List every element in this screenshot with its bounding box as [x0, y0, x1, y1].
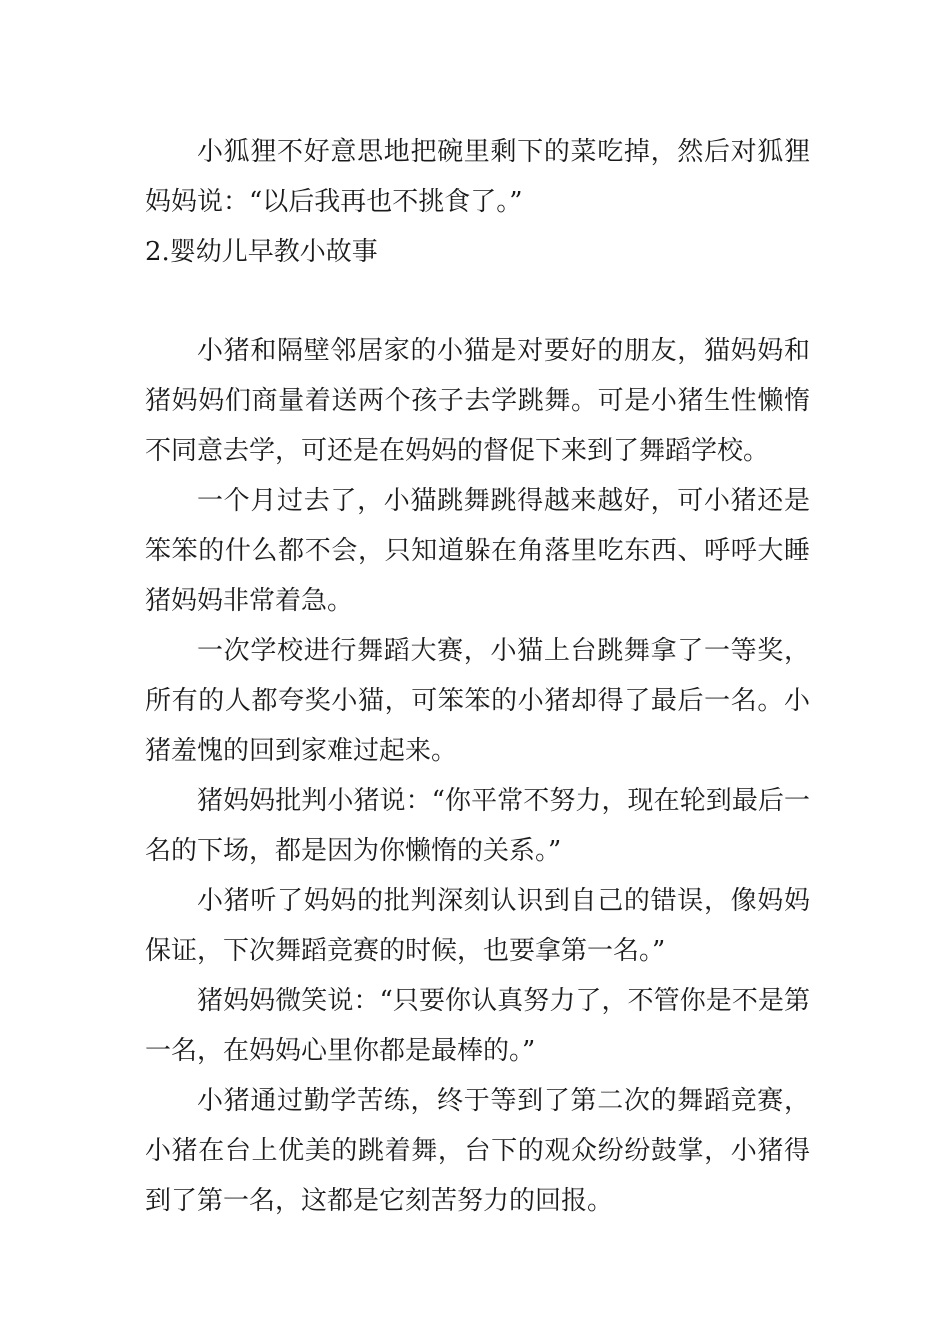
- paragraph: 猪妈妈批判小猪说：“你平常不努力，现在轮到最后一名的下场，都是因为你懒惰的关系。”: [145, 786, 810, 866]
- section-heading: 2.婴幼儿早教小故事: [145, 237, 378, 267]
- paragraph: 小狐狸不好意思地把碗里剩下的菜吃掉，然后对狐狸妈妈说：“以后我再也不挑食了。”: [145, 137, 810, 217]
- paragraph: 猪妈妈微笑说：“只要你认真努力了，不管你是不是第一名，在妈妈心里你都是最棒的。”: [145, 986, 810, 1066]
- paragraph: 小猪听了妈妈的批判深刻认识到自己的错误，像妈妈保证，下次舞蹈竞赛的时候，也要拿第一名。”: [145, 886, 810, 966]
- paragraph: 一次学校进行舞蹈大赛，小猫上台跳舞拿了一等奖，所有的人都夸奖小猫，可笨笨的小猪却得了最后一名。小猪羞愧的回到家难过起来。: [145, 636, 810, 766]
- story-body: [145, 326, 810, 1226]
- previous-story-ending: [145, 127, 810, 277]
- paragraph: 小猪和隔壁邻居家的小猫是对要好的朋友，猫妈妈和猪妈妈们商量着送两个孩子去学跳舞。可是小猪生性懒惰不同意去学，可还是在妈妈的督促下来到了舞蹈学校。: [145, 336, 810, 466]
- paragraph: 一个月过去了，小猫跳舞跳得越来越好，可小猪还是笨笨的什么都不会，只知道躲在角落里吃东西、呼呼大睡猪妈妈非常着急。: [145, 486, 810, 616]
- paragraph: 小猪通过勤学苦练，终于等到了第二次的舞蹈竞赛，小猪在台上优美的跳着舞，台下的观众纷纷鼓掌，小猪得到了第一名，这都是它刻苦努力的回报。: [145, 1086, 810, 1216]
